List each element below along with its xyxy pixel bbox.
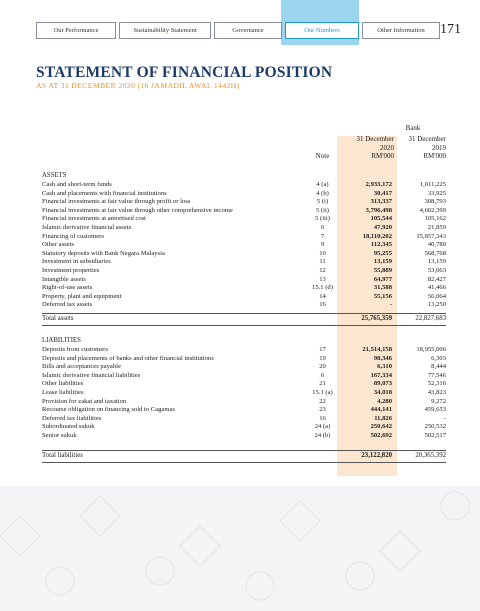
row-value-2019: 568,768 xyxy=(424,249,446,257)
row-value-2020: 250,642 xyxy=(370,423,392,431)
row-note: 10 xyxy=(319,249,326,257)
row-note: 20 xyxy=(319,363,326,371)
row-note: 24 (a) xyxy=(314,423,331,431)
row-note: 13 xyxy=(319,275,326,283)
col2020-line1: 31 December xyxy=(356,135,394,143)
row-note: 6 xyxy=(320,371,325,379)
row-value-2019: 459,653 xyxy=(424,406,446,414)
page-subtitle: AS AT 31 DECEMBER 2020 (16 JAMADIL AWAL 1442H) xyxy=(36,81,240,90)
row-value-2020: 47,920 xyxy=(373,224,392,231)
row-value-2019: 41,466 xyxy=(427,284,446,292)
row-value-2020: 444,141 xyxy=(370,406,392,414)
row-label: Cash and placements with financial institutions xyxy=(42,189,167,197)
row-note: 5 (ii) xyxy=(315,206,329,214)
row-note: 9 xyxy=(320,241,325,249)
page-number: 171 xyxy=(440,22,461,37)
row-note: 5 (i) xyxy=(316,198,329,206)
row-note: 16 xyxy=(319,301,326,309)
total-assets-row xyxy=(42,314,446,324)
row-label: Subordinated sukuk xyxy=(42,423,95,431)
page-title: STATEMENT OF FINANCIAL POSITION xyxy=(36,64,333,81)
row-value-2020: 2,933,172 xyxy=(365,181,392,188)
total-assets-2019: 22,827,683 xyxy=(415,315,446,322)
row-value-2020: 55,156 xyxy=(373,292,392,300)
row-note: 11 xyxy=(319,258,326,266)
row-label: Financial investments at fair value through profit or loss xyxy=(42,198,191,206)
row-value-2019: 13,159 xyxy=(427,258,446,266)
total-assets-label: Total assets xyxy=(42,315,74,322)
row-label: Islamic derivative financial liabilities xyxy=(42,371,141,379)
row-value-2020: 55,889 xyxy=(373,267,392,274)
row-label: Cash and short-term funds xyxy=(42,181,112,188)
row-value-2019: 250,532 xyxy=(424,423,446,431)
row-value-2020: 18,110,202 xyxy=(362,232,392,240)
col2019-line1: 31 December xyxy=(408,135,446,143)
row-value-2020: 21,514,158 xyxy=(362,346,392,353)
row-value-2020: 31,588 xyxy=(373,284,392,292)
row-value-2019: 82,427 xyxy=(427,275,446,283)
row-value-2020: 6,310 xyxy=(377,363,392,371)
row-value-2019: 33,925 xyxy=(427,189,446,197)
row-label: Investment properties xyxy=(42,267,100,274)
row-note: 15.1 (a) xyxy=(312,389,333,396)
row-label: Statutory deposits with Bank Negara Malaysia xyxy=(42,249,165,257)
row-label: Provision for zakat and taxation xyxy=(42,397,127,405)
col2020-unit: RM'000 xyxy=(371,152,394,160)
row-value-2020: 34,018 xyxy=(373,389,392,396)
row-value-2019: 6,303 xyxy=(431,354,446,362)
row-note: 4 (b) xyxy=(316,189,329,197)
row-label: Deposits from customers xyxy=(42,346,108,353)
row-value-2020: - xyxy=(389,301,392,309)
row-label: Financial investments at fair value through other comprehensive income xyxy=(42,206,233,214)
row-value-2019: 77,546 xyxy=(427,371,446,379)
tab-sustainability-statement[interactable]: Sustainability Statement xyxy=(119,22,211,39)
total-liabilities-row xyxy=(42,451,446,461)
row-note: 5 (iii) xyxy=(315,215,330,223)
row-value-2020: 11,826 xyxy=(374,414,392,422)
row-note: 17 xyxy=(319,346,326,353)
tab-governance[interactable]: Governance xyxy=(214,22,282,39)
row-value-2019: 21,859 xyxy=(427,224,446,231)
row-label: Lease liabilities xyxy=(42,389,84,396)
total-assets-2020: 25,765,359 xyxy=(361,315,392,322)
row-value-2019: 40,780 xyxy=(427,241,446,249)
col2019-line2: 2019 xyxy=(432,143,446,152)
liabilities-heading: LIABILITIES xyxy=(42,337,81,344)
row-note: 16 xyxy=(319,414,326,422)
row-value-2020: 98,346 xyxy=(373,354,392,362)
total-liabilities-2019: 20,365,392 xyxy=(415,452,446,459)
row-label: Deferred tax liabilities xyxy=(42,414,102,422)
row-label: Senior sukuk xyxy=(42,432,77,439)
row-value-2019: 308,793 xyxy=(424,198,446,206)
col2019-unit: RM'000 xyxy=(423,152,446,160)
row-label: Financing of customers xyxy=(42,232,104,240)
row-value-2020: 95,255 xyxy=(373,249,392,257)
row-label: Islamic derivative financial assets xyxy=(42,224,132,231)
row-value-2019: 56,064 xyxy=(427,292,446,300)
tab-our-performance[interactable]: Our Performance xyxy=(36,22,116,39)
total-liabilities-label: Total liabilities xyxy=(42,452,83,459)
row-value-2019: 105,162 xyxy=(424,215,446,223)
row-note: 19 xyxy=(319,354,326,362)
row-value-2020: 167,334 xyxy=(370,371,392,379)
row-value-2019: 53,063 xyxy=(427,267,446,274)
row-note: 4 (a) xyxy=(316,181,329,188)
row-label: Other assets xyxy=(42,241,75,249)
decorative-pattern xyxy=(0,486,480,611)
row-note: 21 xyxy=(319,380,326,388)
row-value-2019: 8,444 xyxy=(431,363,446,371)
row-label: Deferred tax assets xyxy=(42,301,93,309)
row-value-2019: 43,823 xyxy=(427,389,446,396)
liabilities-total-rule-bottom xyxy=(42,462,446,463)
row-value-2019: - xyxy=(443,414,446,422)
row-value-2020: 105,544 xyxy=(370,215,392,223)
row-label: Other liabilities xyxy=(42,380,84,388)
row-value-2020: 313,337 xyxy=(370,198,392,206)
row-label: Right-of-use assets xyxy=(42,284,93,292)
row-value-2019: 4,602,399 xyxy=(419,206,446,214)
row-value-2020: 502,692 xyxy=(370,432,392,439)
row-label: Recourse obligation on financing sold to Cagamas xyxy=(42,406,175,414)
table-row xyxy=(42,431,446,440)
row-note: 15.1 (d) xyxy=(312,284,333,292)
row-value-2020: 89,073 xyxy=(373,380,392,388)
row-value-2020: 64,977 xyxy=(373,275,392,283)
row-value-2019: 9,272 xyxy=(431,397,446,405)
row-note: 22 xyxy=(319,397,326,405)
row-value-2019: 15,857,343 xyxy=(416,232,446,240)
assets-total-rule-bottom xyxy=(42,325,446,326)
table-row xyxy=(42,300,446,309)
row-value-2020: 112,345 xyxy=(370,241,392,249)
col2020-line2: 2020 xyxy=(380,143,394,152)
row-value-2020: 13,159 xyxy=(373,258,392,266)
row-value-2020: 30,417 xyxy=(373,189,392,197)
row-value-2019: 502,517 xyxy=(424,432,446,439)
row-value-2019: 18,955,006 xyxy=(416,346,446,353)
row-note: 23 xyxy=(319,406,326,414)
row-note: 12 xyxy=(319,267,326,274)
note-header: Note xyxy=(315,152,330,160)
assets-heading: ASSETS xyxy=(42,172,67,179)
row-value-2020: 3,796,498 xyxy=(365,206,392,214)
row-note: 24 (b) xyxy=(314,432,331,439)
row-label: Bills and acceptances payable xyxy=(42,363,121,371)
tab-other-information[interactable]: Other Information xyxy=(362,22,440,39)
group-label: Bank xyxy=(405,124,421,132)
row-note: 6 xyxy=(320,224,325,231)
row-value-2020: 4,280 xyxy=(377,397,392,405)
row-value-2019: 1,011,225 xyxy=(419,181,446,188)
row-label: Financial investments at amortised cost xyxy=(42,215,147,223)
row-label: Investment in subsidiaries xyxy=(42,258,111,266)
row-note: 14 xyxy=(319,292,326,300)
row-note: 7 xyxy=(320,232,325,240)
row-value-2019: 13,250 xyxy=(427,301,446,309)
row-label: Intangible assets xyxy=(42,275,86,283)
section-nav xyxy=(36,22,443,39)
tab-our-numbers[interactable]: Our Numbers xyxy=(285,22,359,39)
total-liabilities-2020: 23,122,820 xyxy=(361,452,392,459)
row-label: Deposits and placements of banks and other financial institutions xyxy=(42,354,214,362)
row-label: Property, plant and equipment xyxy=(42,292,122,300)
row-value-2019: 52,316 xyxy=(427,380,446,388)
